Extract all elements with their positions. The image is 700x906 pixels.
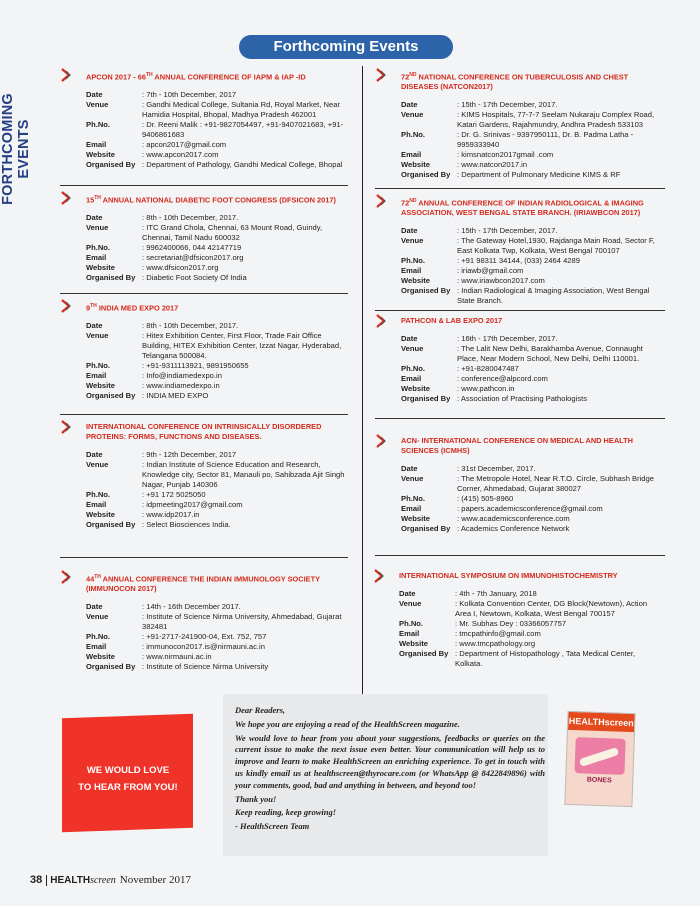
event-details: Date : 15th - 17th December, 2017. Venue : KIMS Hospitals, 77-7-7 Seelam Nukaraju Complex Road, Katari Gardens, Rajahmundry, Andhra Pradesh 533103 Ph.No. : Dr. G. Srinivas - 9397950111, Dr. B. Padma Latha - 9959333940 Email : kimsnatcon2017gmail .com Website : www.natcon2017.in Organised By : Department of Pulmonary Medicine KIMS & RF [401,100,663,180]
event-card [58,301,348,401]
event-details: Date : 16th - 17th December, 2017. Venue : The Lalit New Delhi, Barakhamba Avenue, Connaught Place, Near Modern School, New Delhi, Delhi 110001. Ph.No. : +91-8280047487 Email : conference@alpcord.com Website : www.pathcon.in Organised By : Association of Practising Pathologists [401,334,663,404]
event-title: ACN- INTERNATIONAL CONFERENCE ON MEDICAL AND HEALTH SCIENCES (ICMHS) [401,436,633,455]
event-card [373,436,663,534]
event-details: Date : 4th - 7th January, 2018 Venue : Kolkata Convention Center, DG Block(Newtown), Action Area I, Newtown, Kolkata, West Bengal 700157 Ph.No. : Mr. Subhas Dey : 03366057757 Email : tmcpathinfo@gmail.com Website : www.tmcpathology.org Organised By : Department of Histopathology , Tata Medical Center, Kolkata. [399,589,661,669]
divider [375,310,665,311]
divider [60,414,348,415]
event-title: 9TH INDIA MED EXPO 2017 [86,303,179,313]
event-details: Date : 15th - 17th December, 2017. Venue : The Gateway Hotel,1930, Rajdanga Main Road, Sector F, East Kolkata Twp, Kolkata, West Bengal 700107 Ph.No. : +91 98311 34144, (033) 2464 4289 Email : iriawb@gmail.com Website : www.iriawbcon2017.com Organised By : Indian Radiological & Imaging Association, West Bengal State Branch. [401,226,663,306]
event-card [373,196,663,306]
event-details: Date : 8th - 10th December, 2017. Venue : ITC Grand Chola, Chennai, 63 Mount Road, Guindy, Chennai, Tamil Nadu 600032 Ph.No. : 9962400066, 044 42147719 Email : secretariat@dfsicon2017.org Website : www.dfsicon2017.org Organised By : Diabetic Foot Society Of India [86,213,348,283]
footer-brand: HEALTHscreen [46,875,116,886]
divider [375,555,665,556]
magazine-cover-text: BONES [586,776,612,785]
event-card [58,193,348,283]
event-details: Date : 7th - 10th December, 2017 Venue : Gandhi Medical College, Sultania Rd, Royal Market, Near Hamidia Hospital, Bhopal, Madhya Pradesh 462001 Ph.No. : Dr. Reeni Malik : +91-9827054497, +91-9407021683, +91-9406861683 Email : apcon2017@gmail.com Website : www.apcon2017.com Organised By : Department of Pathology, Gandhi Medical College, Bhopal [86,90,348,170]
event-title: INTERNATIONAL SYMPOSIUM ON IMMUNOHISTOCHEMISTRY [399,571,618,580]
divider [60,293,348,294]
magazine-cover-image [564,711,635,807]
event-title: APCON 2017 - 66TH ANNUAL CONFERENCE OF IAPM & IAP -ID [86,72,306,82]
reader-letter: Dear Readers, We hope you are enjoying a read of the HealthScreen magazine. We would love to hear from you about your suggestions, feedbacks or queries on the current issue to make the next issue even better. Your communication will help us to improve and learn to make HealthScreen an enriching experience. To get in touch with us kindly email us at healthscreen@thyrocare.com (or WhatsApp @ 8422849896) with your comments, good, bad and anything in between, and beyond too! Thank you! Keep reading, keep growing! - HealthScreen Team [235,705,545,832]
divider [60,185,348,186]
column-divider [362,66,363,696]
event-card [58,422,348,530]
page-number: 38 [30,874,43,886]
event-details: Date : 9th - 12th December, 2017 Venue : Indian Institute of Science Education and Research, Knowledge city, Sector 81, Manauli po, Sahibzada Ajit Singh Nagar, Punjab 140306 Ph.No. : +91 172 5025050 Email : idpmeeting2017@gmail.com Website : www.idp2017.in Organised By : Select Biosciences India. [86,450,348,530]
event-details: Date : 31st December, 2017. Venue : The Metropole Hotel, Near R.T.O. Circle, Subhash Bridge Corner, Ahmedabad, Gujarat 380027 Ph.No. : (415) 505-8960 Email : papers.academicsconference@gmail.com Website : www.academicsconference.com Organised By : Academics Conference Network [401,464,663,534]
event-title: PATHCON & LAB EXPO 2017 [401,316,503,325]
side-section-label: FORTHCOMING EVENTS [0,93,32,205]
event-card [58,70,348,170]
section-banner: Forthcoming Events [239,35,453,59]
event-card [58,572,348,672]
event-title: 15TH ANNUAL NATIONAL DIABETIC FOOT CONGRESS (DFSICON 2017) [86,195,336,205]
divider [375,188,665,189]
event-title: INTERNATIONAL CONFERENCE ON INTRINSICALLY DISORDERED PROTEINS: FORMS, FUNCTIONS AND DISEASES. [86,422,322,441]
event-details: Date : 8th - 10th December, 2017. Venue : Hitex Exhibition Center, First Floor, Trade Fair Office Building, HITEX Exhibition Center, Izzat Nagar, Hyderabad, Telangana 500084. Ph.No. : +91-9311113921, 9891950655 Email : Info@indiamedexpo.in Website : www.indiamedexpo.in Organised By : INDIA MED EXPO [86,321,348,401]
event-title: 44TH ANNUAL CONFERENCE THE INDIAN IMMUNOLOGY SOCIETY (IMMUNOCON 2017) [86,574,320,594]
magazine-brand: HEALTHscreen [568,712,635,732]
divider [375,418,665,419]
event-title: 72ND ANNUAL CONFERENCE OF INDIAN RADIOLOGICAL & IMAGING ASSOCIATION, WEST BENGAL STATE BRANCH. (IRIAWBCON 2017) [401,198,644,218]
divider [60,557,348,558]
issue-date: November 2017 [119,874,191,886]
page-footer [30,872,191,888]
promo-text: WE WOULD LOVE TO HEAR FROM YOU! [78,765,178,793]
event-card [373,316,663,404]
event-card [373,70,663,180]
event-details: Date : 14th - 16th December 2017. Venue : Institute of Science Nirma University, Ahmedabad, Gujarat 382481 Ph.No. : +91-2717-241900-04, Ext. 752, 757 Email : immunocon2017.is@nirmauni.ac.in Website : www.nirmauni.ac.in Organised By : Institute of Science Nirma University [86,602,348,672]
event-title: 72ND NATIONAL CONFERENCE ON TUBERCULOSIS AND CHEST DISEASES (NATCON2017) [401,72,629,92]
event-card [371,571,661,669]
